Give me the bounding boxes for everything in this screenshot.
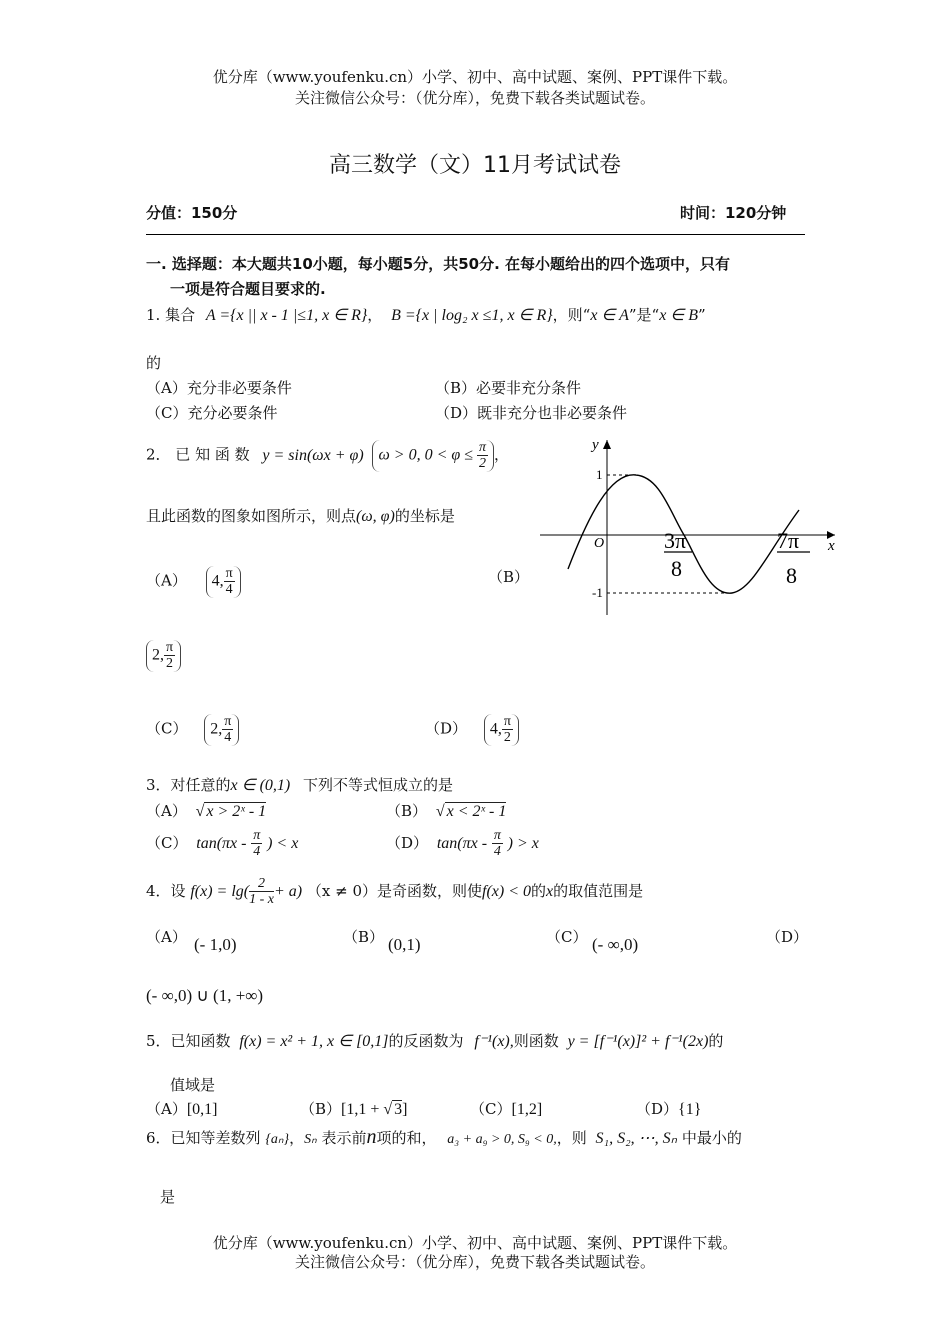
q5-option-b-v3: ]	[402, 1101, 408, 1118]
q3-option-d-expr1: tan(πx -	[436, 834, 488, 852]
q1-cond-1: x ∈ A	[590, 307, 629, 324]
q2-option-b	[146, 640, 181, 672]
q3-option-d-expr2: ) > x	[507, 834, 539, 852]
q2-option-d-label: （D）	[425, 719, 468, 738]
q2-condition	[372, 440, 494, 472]
q1-option-c: （C）充分必要条件	[146, 404, 278, 422]
q2-cond-text: ω > 0, 0 < φ ≤	[378, 446, 473, 464]
graph-tick-neg-one: -1	[592, 585, 603, 600]
site-header-line1: 优分库（www.youfenku.cn）小学、初中、高中试题、案例、PPT课件下载。	[212, 68, 738, 86]
q4-cond: （x ≠ 0）	[306, 881, 378, 900]
q2-point: (ω, φ)	[356, 508, 395, 525]
q4-option-c-label: （C）	[546, 928, 588, 946]
q6-sn: Sₙ	[304, 1132, 317, 1147]
q3-option-a	[146, 800, 266, 821]
q5-option-d-label: （D）	[636, 1100, 679, 1118]
q3-option-c-pi: π	[253, 828, 261, 843]
graph-x-label: x	[828, 538, 835, 554]
q2-option-c-label: （C）	[146, 719, 188, 738]
q3-option-d-frac	[492, 828, 503, 860]
q3-option-a-text: x > 2ˣ - 1	[206, 803, 267, 820]
q1-cond-2: x ∈ B	[659, 307, 699, 324]
y-axis-arrow-icon	[603, 440, 611, 449]
q3-option-d-four: 4	[493, 844, 501, 860]
q4-func2: + a)	[274, 882, 303, 900]
q1-comma: ，	[367, 306, 383, 324]
q2-option-c-num: 2,	[210, 720, 223, 738]
q5-option-b-label: （B）	[300, 1100, 342, 1118]
exam-title: 高三数学（文）11月考试试卷	[329, 153, 621, 178]
q3-option-c-expr1: tan(πx -	[196, 834, 247, 852]
q5-tail: 的	[708, 1032, 724, 1050]
q5-option-b	[300, 1098, 408, 1119]
q1-then: ，则“	[552, 306, 591, 324]
q2-cond-frac-den: 2	[479, 456, 486, 472]
q2-cond-frac-num: π	[479, 440, 487, 455]
q4-var: x	[546, 882, 554, 900]
q2-option-a-value	[206, 566, 241, 598]
q2-option-b-den: 2	[166, 656, 174, 672]
q1-option-d: （D）既非充分也非必要条件	[435, 404, 628, 422]
q2-option-a-num: 4,	[211, 572, 224, 590]
q1-option-b: （B）必要非充分条件	[435, 379, 582, 397]
q1-set-b: B ={x | log₂ x ≤1, x ∈ R}	[391, 307, 553, 324]
q2-option-d-num: 4,	[489, 720, 502, 738]
q2-option-d-pi: π	[503, 714, 511, 729]
q6-seq: {aₙ}	[265, 1132, 290, 1147]
q5-option-c-label: （C）	[470, 1100, 512, 1118]
graph-tick-7pi-num: 7π	[777, 528, 800, 553]
q2-prefix: 2． 已 知 函 数	[146, 445, 250, 464]
q6-list: S₁, S₂, ⋯, Sₙ	[595, 1130, 678, 1147]
q2-option-c	[146, 714, 239, 746]
graph-tick-3pi-den: 8	[671, 556, 682, 581]
q3-option-c-four: 4	[253, 844, 261, 860]
q5-mid: 的反函数为	[388, 1032, 464, 1050]
q4-frac-den: 1 - x	[249, 892, 274, 908]
q4-frac-num: 2	[249, 876, 274, 892]
q3-option-a-expr: √ x > 2ˣ - 1	[195, 803, 267, 820]
q2-option-b-pi: π	[166, 640, 174, 655]
q4-option-a: (- 1,0)	[194, 935, 237, 954]
q3-stem	[146, 774, 453, 795]
q5-line2: 值域是	[170, 1076, 216, 1094]
q2-option-b-value	[146, 640, 181, 672]
q6-mid: 表示前	[321, 1129, 367, 1147]
q3-prefix: 3．对任意的	[146, 776, 231, 794]
q2-option-d-den: 2	[503, 730, 511, 746]
q6-stem	[146, 1126, 742, 1149]
graph-tick-3pi-num: 3π	[664, 528, 687, 553]
q6-prefix: 6．已知等差数列	[146, 1129, 261, 1147]
q5-func: f(x) = x² + 1, x ∈ [0,1]	[239, 1033, 389, 1050]
graph-tick-7pi-den: 8	[786, 563, 797, 588]
q1-prefix: 1. 集合	[146, 306, 196, 324]
q2-stem	[146, 440, 509, 472]
q4-option-d-label: （D）	[766, 928, 809, 946]
q4-mid2: 的	[531, 881, 547, 900]
q5-prefix: 5．已知函数	[146, 1032, 231, 1050]
q6-mid2: 项的和，	[376, 1129, 437, 1147]
q3-option-d-pi: π	[493, 828, 501, 843]
q3-option-d	[386, 828, 539, 860]
q4-tail: 的取值范围是	[553, 881, 644, 900]
q6-n: n	[366, 1126, 377, 1148]
q6-tail: 中最小的	[681, 1129, 742, 1147]
q3-option-b-label: （B）	[386, 802, 428, 820]
q2-line2-tail: 的坐标是	[394, 507, 455, 525]
q2-option-d-value	[484, 714, 519, 746]
q4-stem	[146, 876, 643, 908]
exam-time: 时间：120分钟	[680, 204, 787, 222]
q4-option-b: (0,1)	[388, 935, 421, 954]
q2-option-a-pi: π	[225, 566, 233, 581]
q2-cond-frac	[477, 440, 488, 472]
q2-option-c-value	[204, 714, 239, 746]
q5-inv: f⁻¹(x),	[474, 1033, 514, 1050]
q5-option-a-value: [0,1]	[186, 1101, 218, 1118]
q4-ineq: f(x) < 0	[482, 882, 532, 900]
q4-frac	[249, 876, 274, 908]
section1-heading-line1: 一. 选择题：本大题共10小题，每小题5分，共50分. 在每小题给出的四个选项中，只有	[146, 255, 731, 273]
q5-option-c	[470, 1098, 542, 1119]
site-header-line2: 关注微信公众号：（优分库），免费下载各类试题试卷。	[294, 89, 655, 107]
q2-option-a-label: （A）	[146, 571, 187, 590]
q3-option-b	[386, 800, 506, 821]
q2-option-b-num: 2,	[152, 646, 164, 664]
q5-option-b-radicand: 3	[394, 1101, 403, 1118]
q5-option-b-v1: [1,1 +	[341, 1101, 384, 1118]
q2-option-a-den: 4	[225, 582, 233, 598]
q4-option-b-label: （B）	[343, 928, 385, 946]
q5-expr: y = [f⁻¹(x)]² + f⁻¹(2x)	[567, 1033, 709, 1050]
q5-option-c-value: [1,2]	[511, 1101, 543, 1118]
q3-option-b-expr: √ x < 2ˣ - 1	[435, 803, 507, 820]
exam-score: 分值：150分	[146, 204, 238, 222]
q1-set-a: A ={x || x - 1 |≤1, x ∈ R}	[205, 307, 368, 324]
q3-tail: 下列不等式恒成立的是	[303, 776, 454, 794]
q6-then: ，则	[556, 1129, 587, 1147]
graph-y-label: y	[592, 437, 599, 453]
site-footer-line1: 优分库（www.youfenku.cn）小学、初中、高中试题、案例、PPT课件下载。	[212, 1234, 738, 1252]
q5-option-b-sqrt: √ 3	[383, 1101, 403, 1118]
q1-option-a: （A）充分非必要条件	[146, 379, 292, 397]
q4-option-a-label: （A）	[146, 928, 187, 946]
q2-option-c-den: 4	[224, 730, 232, 746]
q6-cond: a₃ + a₉ > 0, S₉ < 0,	[447, 1132, 557, 1147]
section1-heading-line2: 一项是符合题目要求的.	[170, 280, 326, 298]
sine-graph	[540, 432, 840, 617]
q1-is: ”是“	[628, 306, 660, 324]
q3-option-c-label: （C）	[146, 833, 188, 852]
q4-option-d: (- ∞,0) ∪ (1, +∞)	[146, 986, 264, 1005]
q2-option-c-pi: π	[224, 714, 232, 729]
q5-stem	[146, 1030, 723, 1051]
q2-option-b-label: （B）	[488, 568, 530, 586]
site-footer-line2: 关注微信公众号：（优分库），免费下载各类试题试卷。	[294, 1253, 655, 1271]
q1-tail: 的	[146, 354, 162, 372]
header-divider	[146, 234, 805, 235]
q4-option-c: (- ∞,0)	[592, 935, 639, 954]
q3-option-b-text: x < 2ˣ - 1	[446, 803, 507, 820]
q2-line2-text: 且此函数的图象如图所示，则点	[146, 507, 357, 525]
q6-comma: ，	[289, 1129, 305, 1147]
q5-option-d	[636, 1098, 701, 1119]
q5-mid2: 则函数	[513, 1032, 559, 1050]
q2-comma: ，	[494, 445, 510, 464]
q4-func1: f(x) = lg(	[190, 882, 250, 900]
q3-option-c-expr2: ) < x	[267, 834, 299, 852]
q1-close: ”	[698, 306, 706, 324]
q4-mid: 是奇函数，则使	[377, 881, 483, 900]
q3-option-c	[146, 828, 298, 860]
q2-line2	[146, 505, 455, 526]
q3-option-c-frac	[251, 828, 262, 860]
graph-origin: O	[594, 536, 605, 551]
q5-option-d-value: {1}	[678, 1101, 702, 1118]
q5-option-a-label: （A）	[146, 1100, 187, 1118]
graph-tick-one: 1	[596, 467, 603, 482]
q3-option-d-label: （D）	[386, 833, 429, 852]
q3-option-a-label: （A）	[146, 802, 187, 820]
q2-option-a	[146, 566, 241, 598]
q1-stem	[146, 304, 706, 325]
q3-domain: x ∈ (0,1)	[230, 777, 291, 794]
q5-option-a	[146, 1098, 218, 1119]
q4-prefix: 4．设	[146, 881, 186, 900]
q6-line2: 是	[160, 1188, 176, 1206]
q2-option-d	[425, 714, 519, 746]
q2-func: y = sin(ωx + φ)	[262, 446, 364, 464]
